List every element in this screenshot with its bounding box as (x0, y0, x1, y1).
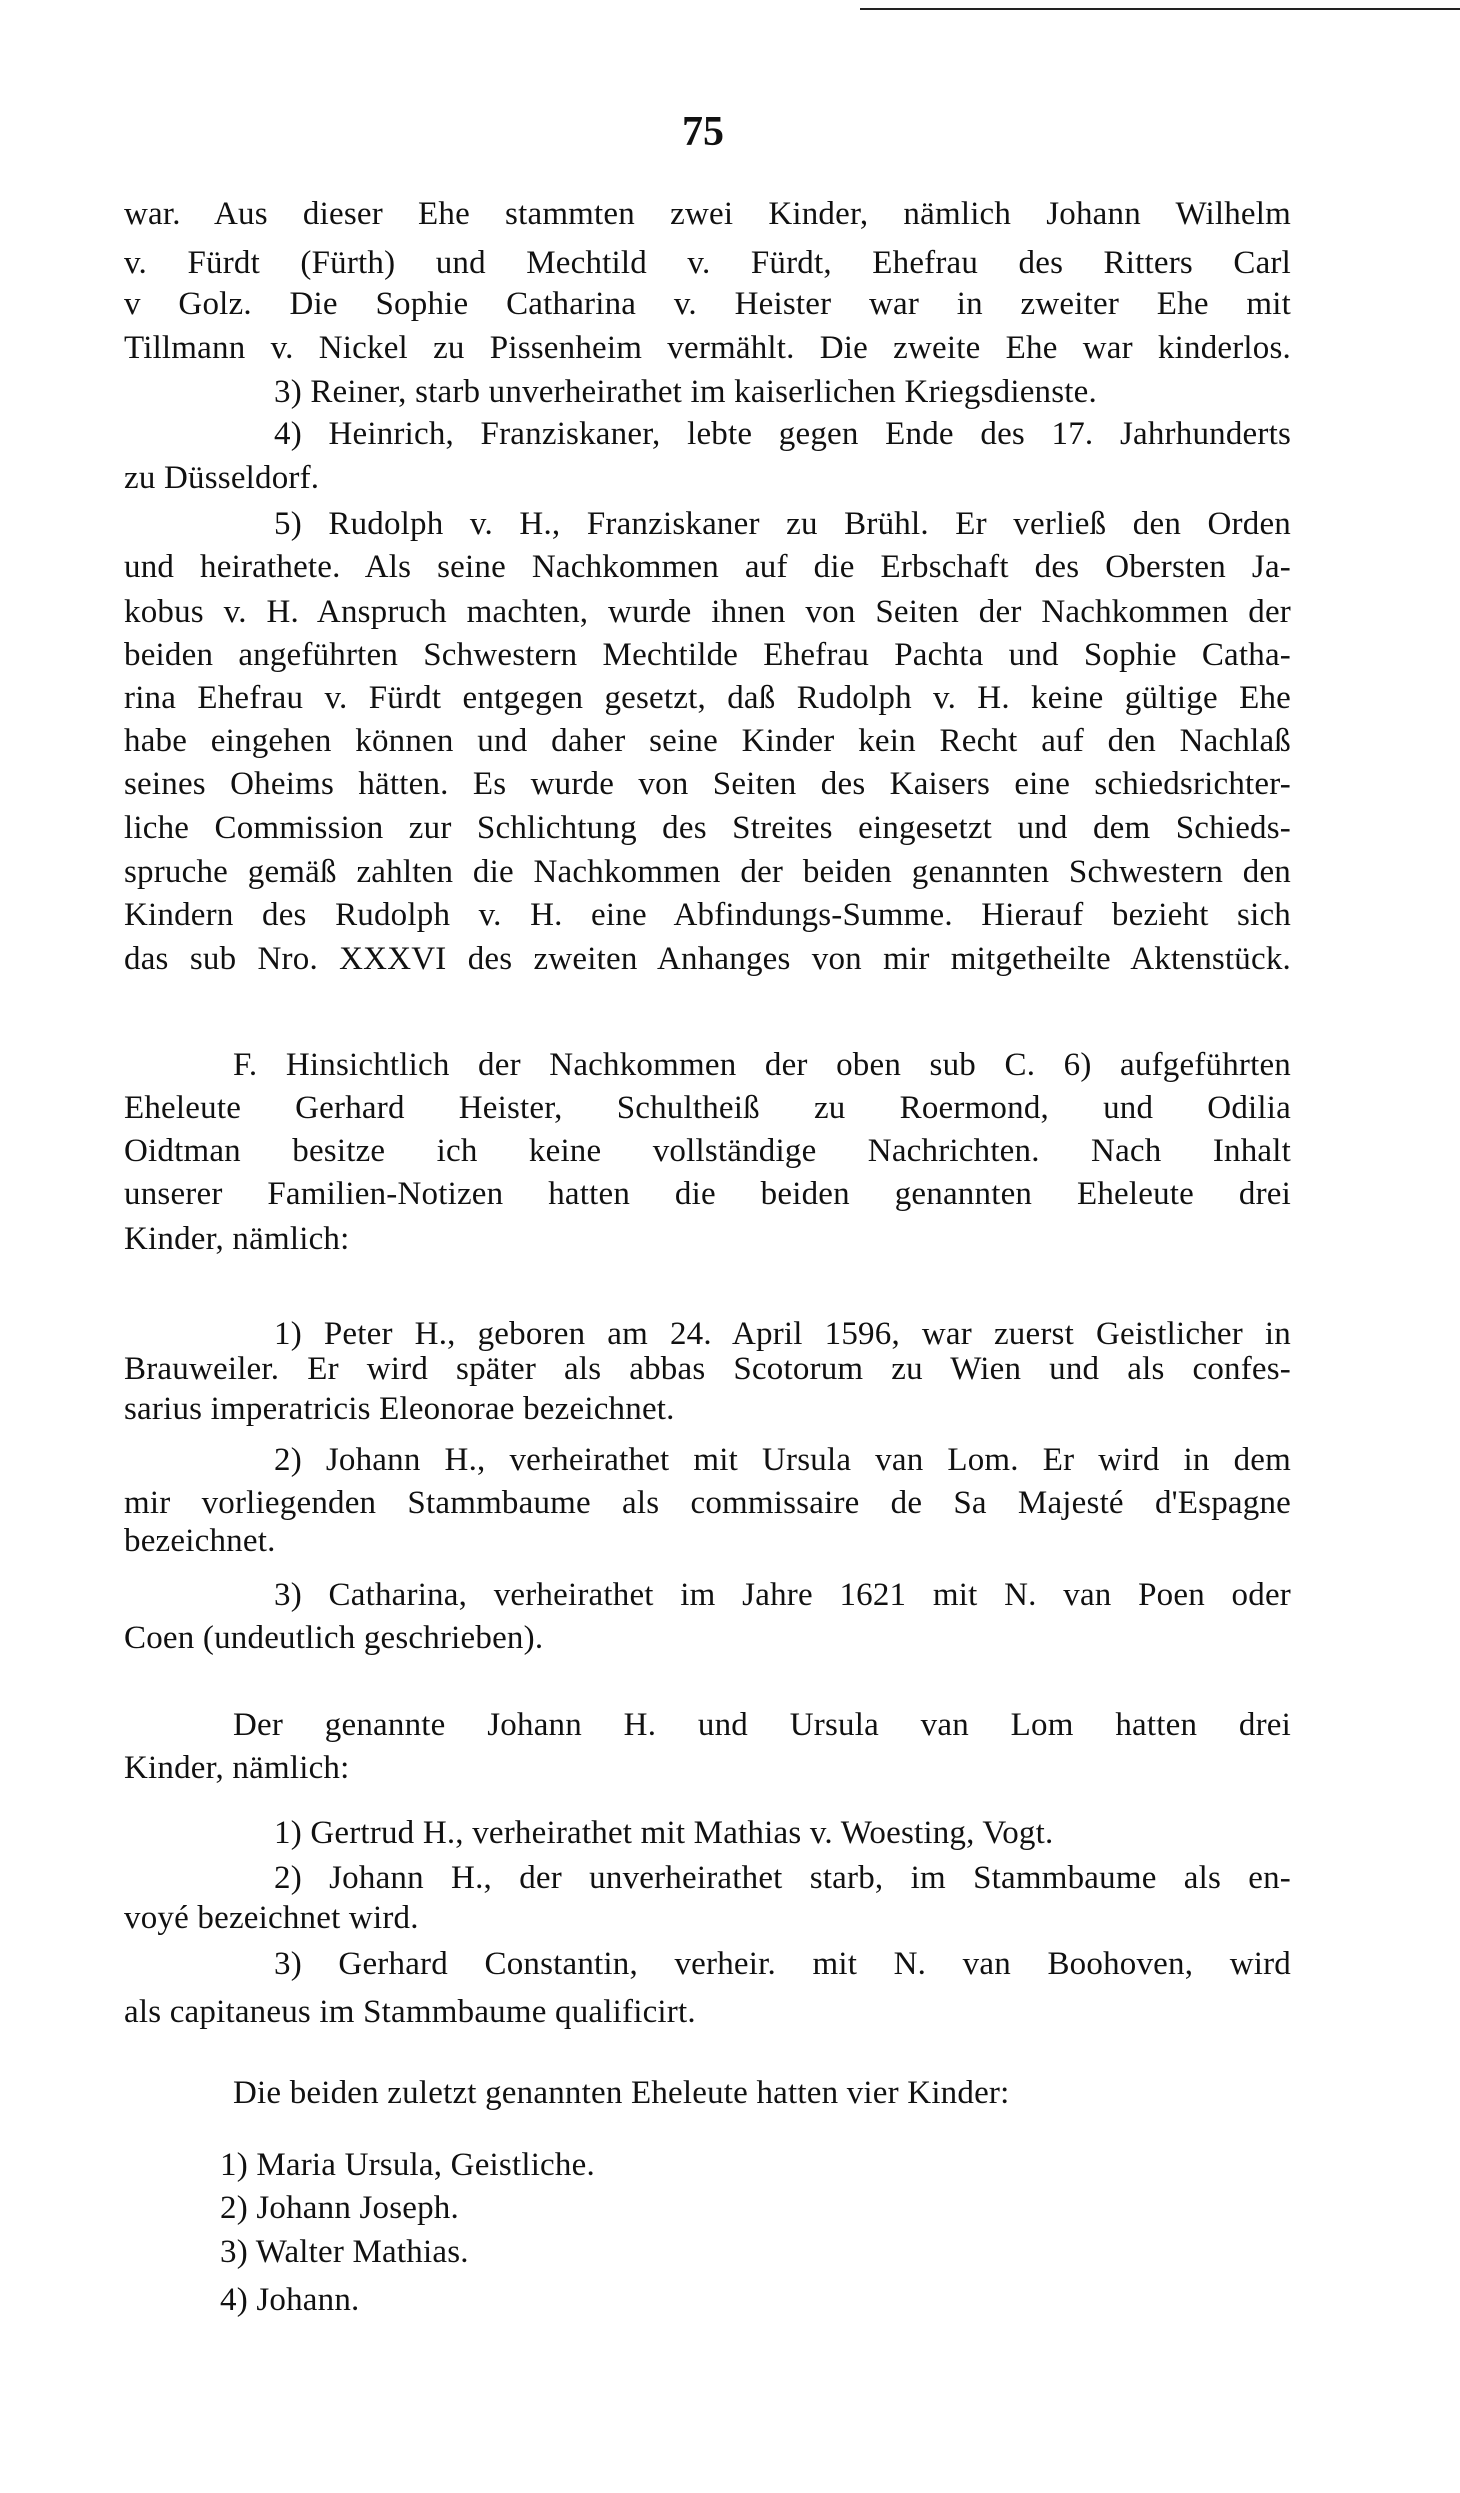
text-line: F. Hinsichtlich der Nachkommen der oben sub C. 6) aufgeführten (233, 1047, 1291, 1083)
text-line: Brauweiler. Er wird später als abbas Scotorum zu Wien und als confes- (124, 1351, 1291, 1387)
text-line: 1) Peter H., geboren am 24. April 1596, war zuerst Geistlicher in (274, 1316, 1291, 1352)
text-line: 1) Maria Ursula, Geistliche. (220, 2147, 595, 2183)
text-line: Eheleute Gerhard Heister, Schultheiß zu Roermond, und Odilia (124, 1090, 1291, 1126)
text-line: das sub Nro. XXXVI des zweiten Anhanges von mir mitgetheilte Aktenstück. (124, 941, 1291, 977)
text-line: spruche gemäß zahlten die Nachkommen der beiden genannten Schwestern den (124, 854, 1291, 890)
text-line: habe eingehen können und daher seine Kinder kein Recht auf den Nachlaß (124, 723, 1291, 759)
text-line: 2) Johann H., der unverheirathet starb, im Stammbaume als en- (274, 1860, 1291, 1896)
header-rule (860, 8, 1460, 10)
text-line: seines Oheims hätten. Es wurde von Seiten des Kaisers eine schiedsrichter- (124, 766, 1291, 802)
text-line: v Golz. Die Sophie Catharina v. Heister war in zweiter Ehe mit (124, 286, 1291, 322)
text-line: Coen (undeutlich geschrieben). (124, 1620, 544, 1656)
text-line: 5) Rudolph v. H., Franziskaner zu Brühl. Er verließ den Orden (274, 506, 1291, 542)
text-line: war. Aus dieser Ehe stammten zwei Kinder, nämlich Johann Wilhelm (124, 196, 1291, 232)
text-line: Kinder, nämlich: (124, 1221, 350, 1257)
text-line: als capitaneus im Stammbaume qualificirt. (124, 1994, 696, 2030)
text-line: unserer Familien-Notizen hatten die beiden genannten Eheleute drei (124, 1176, 1291, 1212)
text-line: Tillmann v. Nickel zu Pissenheim vermählt. Die zweite Ehe war kinderlos. (124, 330, 1291, 366)
text-line: 3) Catharina, verheirathet im Jahre 1621 mit N. van Poen oder (274, 1577, 1291, 1613)
text-line: 4) Heinrich, Franziskaner, lebte gegen Ende des 17. Jahrhunderts (274, 416, 1291, 452)
text-line: 3) Walter Mathias. (220, 2234, 469, 2270)
text-line: Oidtman besitze ich keine vollständige Nachrichten. Nach Inhalt (124, 1133, 1291, 1169)
text-line: Die beiden zuletzt genannten Eheleute hatten vier Kinder: (233, 2075, 1010, 2111)
page-number: 75 (682, 109, 724, 155)
text-line: beiden angeführten Schwestern Mechtilde Ehefrau Pachta und Sophie Catha- (124, 637, 1291, 673)
text-line: Der genannte Johann H. und Ursula van Lom hatten drei (233, 1707, 1291, 1743)
text-line: Kinder, nämlich: (124, 1750, 350, 1786)
text-line: liche Commission zur Schlichtung des Streites eingesetzt und dem Schieds- (124, 810, 1291, 846)
text-line: Kindern des Rudolph v. H. eine Abfindungs-Summe. Hierauf bezieht sich (124, 897, 1291, 933)
text-line: kobus v. H. Anspruch machten, wurde ihnen von Seiten der Nachkommen der (124, 594, 1291, 630)
text-line: 4) Johann. (220, 2282, 360, 2318)
text-line: rina Ehefrau v. Fürdt entgegen gesetzt, daß Rudolph v. H. keine gültige Ehe (124, 680, 1291, 716)
text-line: 2) Johann Joseph. (220, 2190, 459, 2226)
text-line: 3) Reiner, starb unverheirathet im kaiserlichen Kriegsdienste. (274, 374, 1097, 410)
text-line: 1) Gertrud H., verheirathet mit Mathias v. Woesting, Vogt. (274, 1815, 1054, 1851)
text-line: und heirathete. Als seine Nachkommen auf die Erbschaft des Obersten Ja- (124, 549, 1291, 585)
text-line: v. Fürdt (Fürth) und Mechtild v. Fürdt, Ehefrau des Ritters Carl (124, 245, 1291, 281)
text-line: 2) Johann H., verheirathet mit Ursula van Lom. Er wird in dem (274, 1442, 1291, 1478)
text-line: 3) Gerhard Constantin, verheir. mit N. van Boohoven, wird (274, 1946, 1291, 1982)
text-line: bezeichnet. (124, 1523, 276, 1559)
text-line: zu Düsseldorf. (124, 460, 320, 496)
text-line: voyé bezeichnet wird. (124, 1900, 419, 1936)
text-line: mir vorliegenden Stammbaume als commissaire de Sa Majesté d'Espagne (124, 1485, 1291, 1521)
text-line: sarius imperatricis Eleonorae bezeichnet. (124, 1391, 675, 1427)
